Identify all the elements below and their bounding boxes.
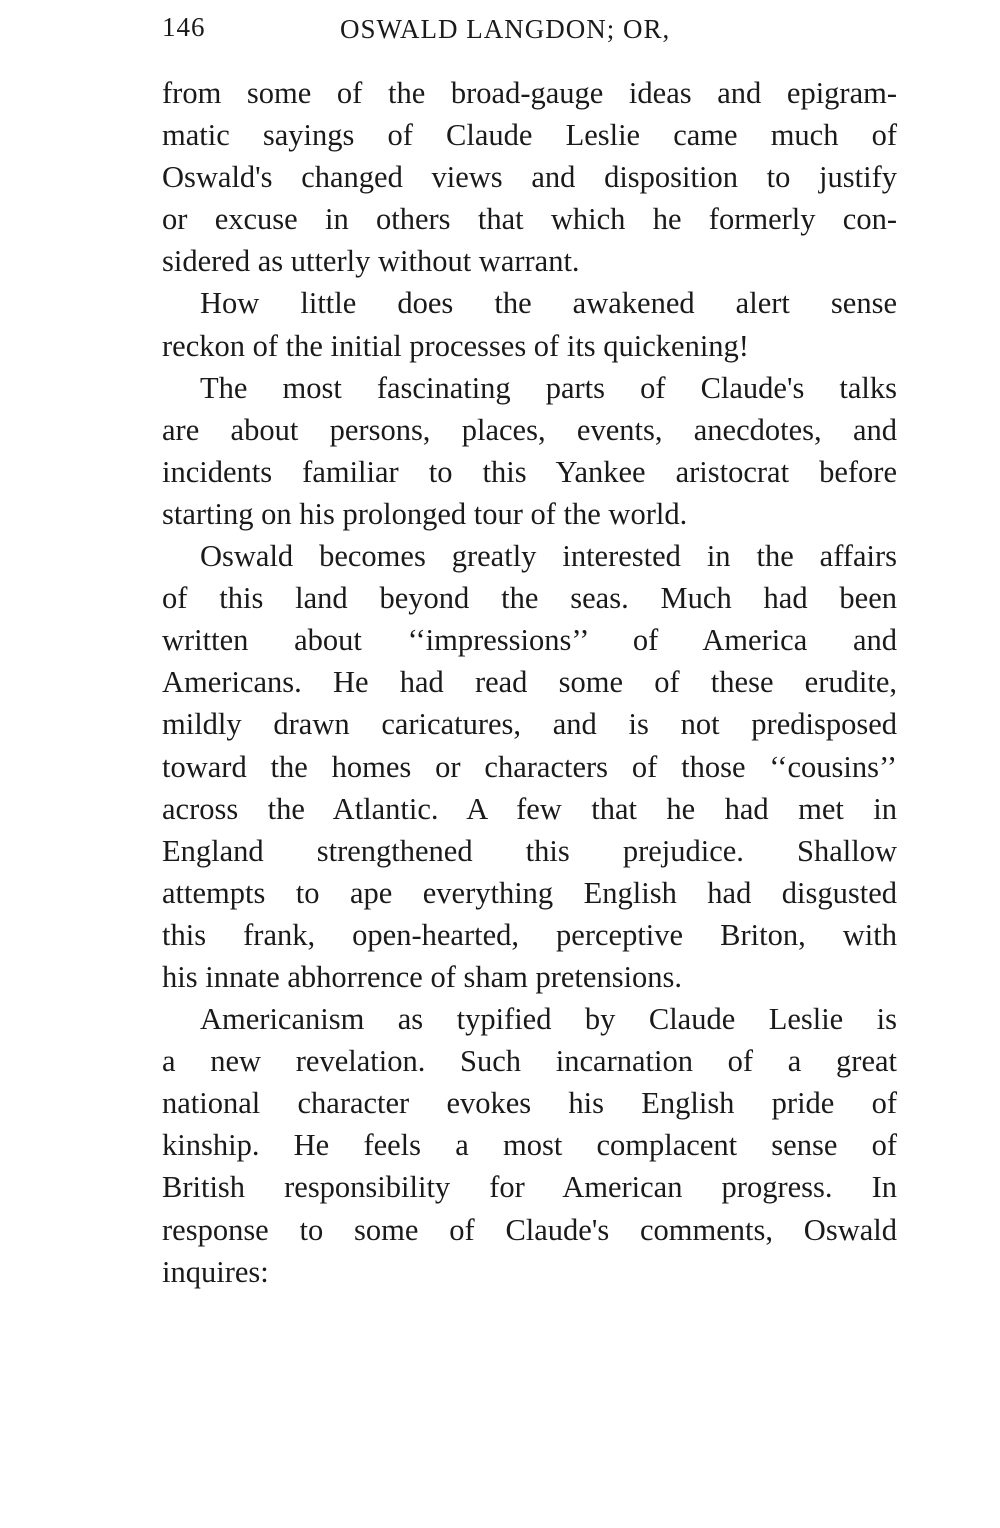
text-line: across the Atlantic. A few that he had met in <box>162 791 897 826</box>
text-line: incidents familiar to this Yankee aristocrat before <box>162 454 897 489</box>
paragraph <box>162 998 897 1293</box>
text-line: starting on his prolonged tour of the world. <box>162 496 688 531</box>
paragraph <box>162 535 897 998</box>
text-line: of this land beyond the seas. Much had been <box>162 581 897 616</box>
text-line: inquires: <box>162 1254 269 1289</box>
paragraph <box>162 367 897 535</box>
text-line: Oswald becomes greatly interested in the affairs <box>200 539 897 574</box>
paragraph <box>162 282 897 366</box>
text-line: a new revelation. Such incarnation of a great <box>162 1044 897 1079</box>
page-number: 146 <box>162 12 206 42</box>
text-line: this frank, open-hearted, perceptive Briton, with <box>162 917 897 952</box>
running-title: OSWALD LANGDON; OR, <box>340 14 671 44</box>
body-text <box>162 72 897 1293</box>
text-line: are about persons, places, events, anecdotes, and <box>162 412 897 447</box>
text-line: How little does the awakened alert sense <box>200 286 897 321</box>
page-header <box>162 12 897 52</box>
text-line: The most fascinating parts of Claude's talks <box>200 370 897 405</box>
text-line: reckon of the initial processes of its quickening! <box>162 328 749 363</box>
text-line: mildly drawn caricatures, and is not predisposed <box>162 707 897 742</box>
text-line: kinship. He feels a most complacent sense of <box>162 1128 897 1163</box>
text-line: national character evokes his English pride of <box>162 1086 897 1121</box>
text-line: written about ‘‘impressions’’ of America and <box>162 623 897 658</box>
text-line: England strengthened this prejudice. Shallow <box>162 833 897 868</box>
text-line: matic sayings of Claude Leslie came much of <box>162 118 897 153</box>
text-line: Oswald's changed views and disposition to justify <box>162 160 897 195</box>
paragraph <box>162 72 897 282</box>
text-line: response to some of Claude's comments, Oswald <box>162 1212 897 1247</box>
text-line: from some of the broad-gauge ideas and epigram- <box>162 76 897 110</box>
text-line: sidered as utterly without warrant. <box>162 244 580 279</box>
text-line: toward the homes or characters of those ‘‘cousins’’ <box>162 749 897 784</box>
text-line: British responsibility for American progress. In <box>162 1170 897 1205</box>
text-line: attempts to ape everything English had disgusted <box>162 875 897 910</box>
text-line: his innate abhorrence of sham pretensions. <box>162 959 683 994</box>
text-line: Americanism as typified by Claude Leslie is <box>200 1002 897 1037</box>
text-line: Americans. He had read some of these erudite, <box>162 665 897 700</box>
text-line: or excuse in others that which he formerly con- <box>162 202 897 237</box>
